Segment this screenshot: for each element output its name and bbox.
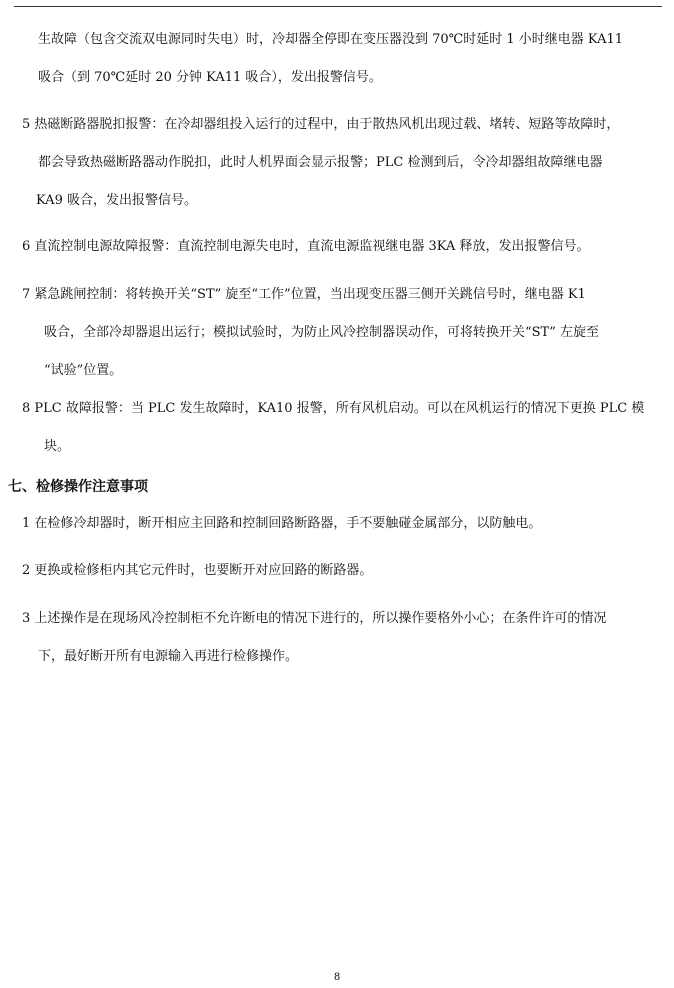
paragraph-6-line-1: 6 直流控制电源故障报警：直流控制电源失电时，直流电源监视继电器 3KA 释放，发出报警信号。	[22, 239, 590, 254]
paragraph-4-line-2: 吸合（到 70℃延时 20 分钟 KA11 吸合），发出报警信号。	[38, 70, 382, 85]
section-item-2-line-1: 2 更换或检修柜内其它元件时，也要断开对应回路的断路器。	[22, 563, 373, 578]
page-number: 8	[333, 972, 341, 983]
section-item-1-line-1: 1 在检修冷却器时，断开相应主回路和控制回路断路器，手不要触碰金属部分，以防触电。	[22, 516, 542, 531]
paragraph-5-line-2: 都会导致热磁断路器动作脱扣，此时人机界面会显示报警；PLC 检测到后，令冷却器组故障继电器	[38, 155, 603, 170]
section-heading: 七、检修操作注意事项	[8, 479, 148, 495]
paragraph-5-line-1: 5 热磁断路器脱扣报警：在冷却器组投入运行的过程中，由于散热风机出现过载、堵转、短路等故障时，	[22, 117, 620, 132]
section-item-3-line-1: 3 上述操作是在现场风冷控制柜不允许断电的情况下进行的，所以操作要格外小心；在条件许可的情况	[22, 611, 607, 626]
paragraph-7-line-2: 吸合，全部冷却器退出运行；模拟试验时，为防止风冷控制器误动作，可将转换开关“ST” 左旋至	[44, 325, 600, 340]
paragraph-7-line-3: “试验”位置。	[44, 363, 123, 378]
paragraph-7-line-1: 7 紧急跳闸控制：将转换开关“ST” 旋至“工作”位置，当出现变压器三侧开关跳信号时，继电器 K1	[22, 287, 586, 302]
header-rule	[14, 6, 662, 7]
paragraph-4-line-1: 生故障（包含交流双电源同时失电）时，冷却器全停即在变压器没到 70℃时延时 1 小时继电器 KA11	[38, 32, 624, 47]
section-item-3-line-2: 下，最好断开所有电源输入再进行检修操作。	[38, 649, 299, 664]
paragraph-8-line-1: 8 PLC 故障报警：当 PLC 发生故障时，KA10 报警，所有风机启动。可以在风机运行的情况下更换 PLC 模	[22, 401, 645, 416]
paragraph-5-line-3: KA9 吸合，发出报警信号。	[36, 193, 197, 208]
paragraph-8-line-2: 块。	[44, 439, 71, 454]
